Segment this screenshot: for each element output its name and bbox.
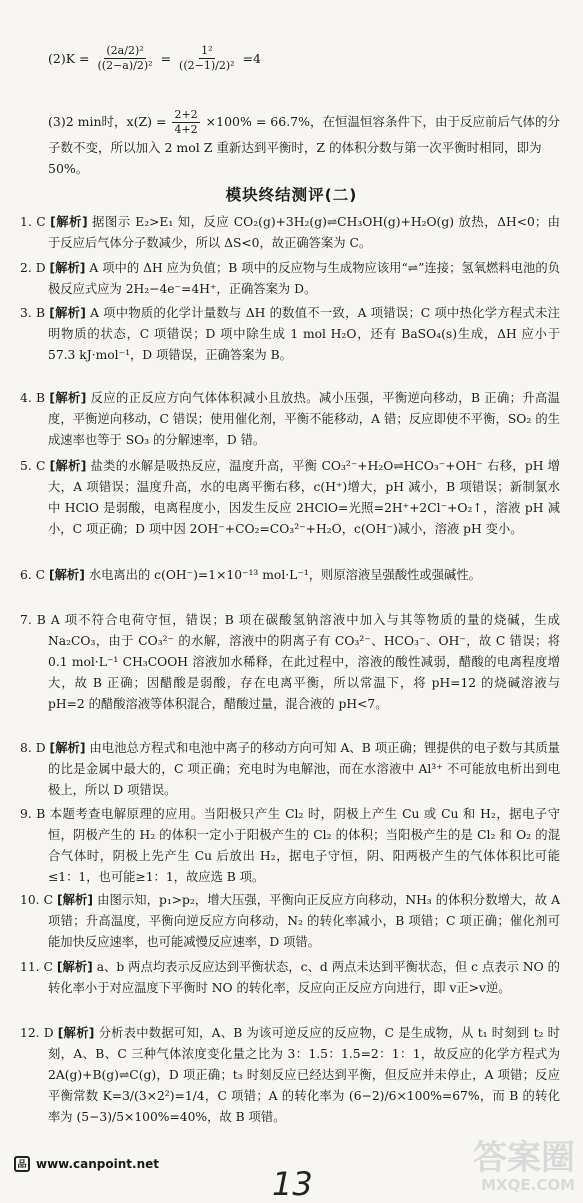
item-text: 由图示知，p₁>p₂，增大压强，平衡向正反应方向移动，NH₃ 的体积分数增大，故 A 项错；升高温度，平衡向逆反应方向移动，N₂ 的转化率减小，B 项错；C 项正确；催化剂可能加快反应速率，也可能减慢反应速率，D 项错。 [48,893,560,949]
part2-prefix: (2)K = [48,50,90,66]
item-tag: [解析] [57,1026,95,1040]
item-number: 1. [20,215,32,229]
item-answer: B [35,306,45,320]
item-number: 6. [20,568,32,582]
fraction-2 [177,44,237,73]
item-number: 3. [20,306,32,320]
item-answer: C [35,568,46,582]
part2-equation [48,18,560,98]
item-number: 8. [20,741,32,755]
part3-fraction-numerator: 2+2 [174,108,198,121]
fraction-1 [96,44,155,73]
item-text: a、b 两点均表示反应达到平衡状态，c、d 两点未达到平衡状态，但 c 点表示 NO 的转化率小于对应温度下平衡时 NO 的转化率，反应向正反应方向进行，即 v正>v逆。 [48,960,560,995]
item-answer: B [36,807,46,821]
watermark-big: 答案圈 [473,1138,575,1178]
part3-text-1: (3)2 min时，x(Z) = [48,114,167,129]
part3-fraction-denominator: 4+2 [174,123,198,136]
fraction-1-denominator: ((2−a)/2)² [97,58,153,72]
item-text: 水电离出的 c(OH⁻)=1×10⁻¹³ mol·L⁻¹，则原溶液呈强酸性或强碱性。 [88,568,481,582]
item-tag: [解析] [49,391,87,405]
part3-text-2: ×100% = 66.7%，在恒温恒容条件下，由于反应前后气体的分子数不变，所以加入 2 mol Z 重新达到平衡时，Z 的体积分数与第一次平衡时相同，即为 50%。 [48,114,561,176]
item-number: 12. [20,1026,40,1040]
part3-paragraph [48,108,560,179]
footer [14,1156,159,1172]
item-number: 7. [20,613,32,627]
answer-item [20,212,560,254]
item-answer: C [43,960,53,974]
answer-item [20,957,560,999]
answer-item [20,738,560,801]
fraction-2-denominator: ((2−1)/2)² [179,58,235,72]
handwritten-page-number: 13 [272,1165,313,1203]
section-title: 模块终结测评(二) [225,186,358,204]
item-answer: D [35,741,46,755]
answer-item [20,610,560,715]
item-text: 分析表中数据可知，A、B 为该可逆反应的反应物，C 是生成物，从 t₁ 时刻到 t₂ 时刻，A、B、C 三种气体浓度变化量之比为 3：1.5：1.5=2：1：1，故反应的化学方程式为 2A(g)+B(g)⇌C(g)，D 项正确；t₃ 时刻反应已经达到平衡，但反应并未停止，A 项错；反应平衡常数 K=3/(3×2²)=1/4，C 项错；A 的转化率为 (6−2)/6×100%=67%，而 B 的转化率为 (5−3)/5×100%=40%，故 B 项错。 [48,1026,560,1124]
item-text: 本题考查电解原理的应用。当阳极只产生 Cl₂ 时，阴极上产生 Cu 或 Cu 和 H₂，据电子守恒，阴极产生的 H₂ 的体积一定小于阳极产生的 Cl₂ 的体积；当阳极产生的是 Cl₂ 和 O₂ 的混合气体时，阴极上先产生 Cu 后放出 H₂，据电子守恒，阴、阳两极产生的气体体积比可能≤1：1，也可能≥1：1，故应选 B 项。 [48,807,560,884]
item-answer: B [36,613,46,627]
item-text: A 项不符合电荷守恒，错误；B 项在碳酸氢钠溶液中加入与其等物质的量的烧碱，生成 Na₂CO₃，由于 CO₃²⁻ 的水解，溶液中的阴离子有 CO₃²⁻、HCO₃⁻、OH⁻，故 C 错误；将 0.1 mol·L⁻¹ CH₃COOH 溶液加水稀释，在此过程中，溶液的酸性减弱，醋酸的电离程度增大，故 B 正确；因醋酸是弱酸，存在电离平衡，所以常温下，将 pH=12 的烧碱溶液与 pH=2 的醋酸溶液等体积混合，醋酸过量，混合液的 pH<7。 [48,613,560,711]
item-number: 9. [20,807,32,821]
item-tag: [解析] [50,215,88,229]
item-number: 2. [20,261,32,275]
item-text: A 项中的 ΔH 应为负值；B 项中的反应物与生成物应该用“⇌”连接；氢氧燃料电池的负极反应式应为 2H₂−4e⁻=4H⁺，正确答案为 D。 [48,261,560,296]
item-answer: D [35,261,46,275]
equals-sign: = [160,50,172,66]
item-text: 盐类的水解是吸热反应，温度升高，平衡 CO₃²⁻+H₂O⇌HCO₃⁻+OH⁻ 右移，pH 增大，A 项错误；温度升高，水的电离平衡右移，c(H⁺)增大，pH 减小，B 项错误；新制氯水中 HClO 是弱酸，电离程度小，因发生反应 2HClO=光照=2H⁺+2Cl⁻+O₂↑，溶液 pH 减小，C 项正确；D 项中因 2OH⁻+CO₂=CO₃²⁻+H₂O，c(OH⁻)减小，溶液 pH 变小。 [48,459,560,536]
item-tag: [解析] [56,893,94,907]
answer-item [20,1023,560,1128]
item-answer: C [36,215,46,229]
part2-result: =4 [242,50,261,66]
item-number: 11. [20,960,40,974]
fraction-2-numerator: 1² [201,43,213,57]
item-answer: B [36,391,46,405]
footer-url[interactable]: www.canpoint.net [36,1157,160,1171]
answer-item [20,890,560,953]
item-tag: [解析] [56,960,93,974]
answer-item [20,456,560,540]
answer-item [20,388,560,451]
item-tag: [解析] [49,306,86,320]
answer-item [20,258,560,300]
fraction-1-numerator: (2a/2)² [106,43,144,57]
publisher-logo: 品 [14,1156,30,1172]
item-number: 10. [20,893,40,907]
item-tag: [解析] [49,568,85,582]
item-answer: C [43,893,53,907]
item-text: 由电池总方程式和电池中离子的移动方向可知 A、B 项正确；锂提供的电子数与其质量的比是金属中最大的，C 项正确；充电时为电解池，而在水溶液中 Al³⁺ 不可能放电析出到电极上，所以 D 项错误。 [48,741,560,797]
item-number: 5. [20,459,32,473]
item-text: A 项中物质的化学计量数与 ΔH 的数值不一致，A 项错误；C 项中热化学方程式未注明物质的状态，C 项错误；D 项中除生成 1 mol H₂O，还有 BaSO₄(s)生成，ΔH 应小于 57.3 kJ·mol⁻¹，D 项错误，正确答案为 B。 [48,306,560,362]
item-tag: [解析] [49,459,87,473]
item-answer: D [43,1026,54,1040]
item-tag: [解析] [49,261,86,275]
answer-item [20,565,560,586]
item-tag: [解析] [49,741,86,755]
watermark-small: MXQE.COM [481,1176,575,1194]
answer-item [20,804,560,888]
item-text: 反应的正反应方向气体体积减小且放热。减小压强，平衡逆向移动，B 正确；升高温度，平衡逆向移动，C 错误；使用催化剂，平衡不能移动，A 错；反应即使不平衡，SO₂ 的生成速率也等于 SO₃ 的分解速率，D 错。 [48,391,560,447]
item-answer: C [35,459,46,473]
part3-fraction [172,108,199,137]
item-text: 据图示 E₂>E₁ 知，反应 CO₂(g)+3H₂(g)⇌CH₃OH(g)+H₂O(g) 放热，ΔH<0；由于反应后气体分子数减少，所以 ΔS<0，故正确答案为 C。 [48,215,560,250]
watermark [425,1140,575,1198]
item-number: 4. [20,391,32,405]
answer-item [20,303,560,366]
